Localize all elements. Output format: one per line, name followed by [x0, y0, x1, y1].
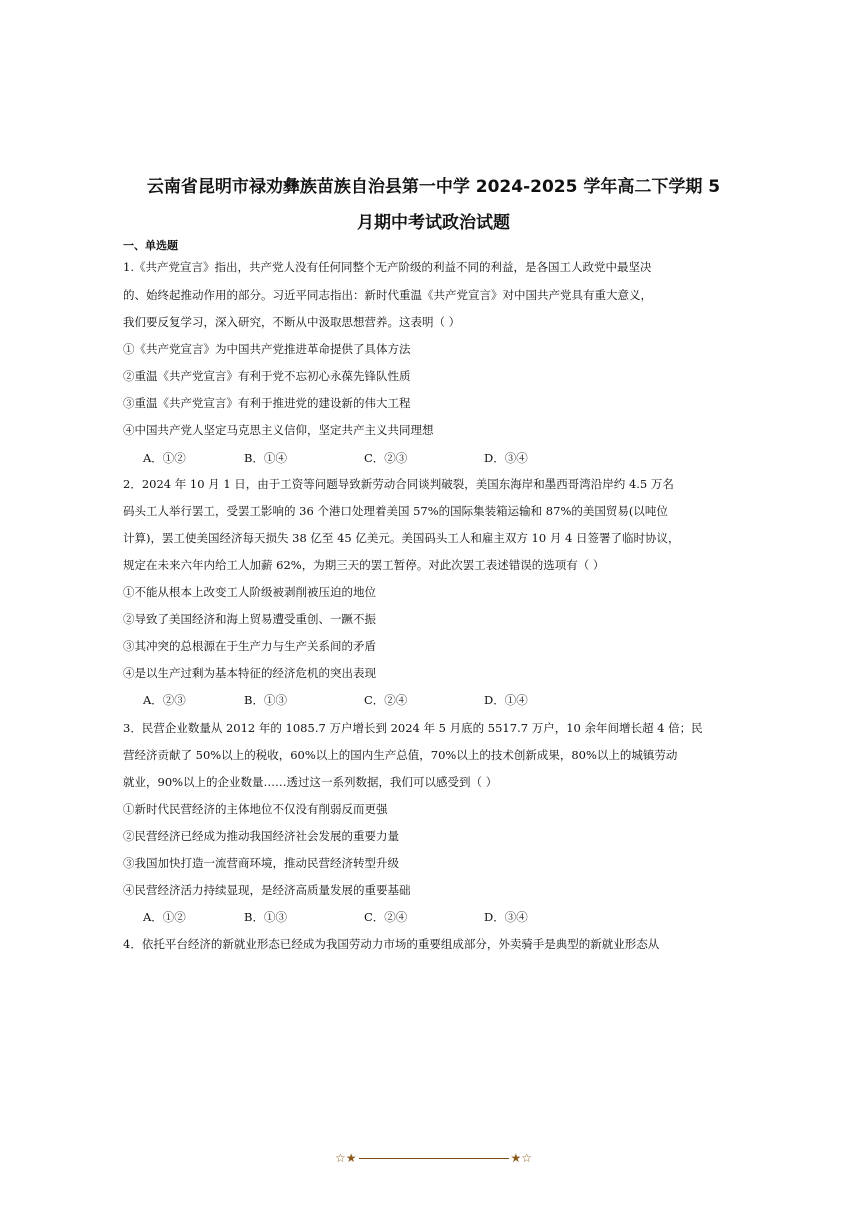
- q2-option-a: A．②③: [143, 693, 186, 707]
- q2-stem-line-3: 计算)，罢工使美国经济每天损失 38 亿至 45 亿美元。美国码头工人和雇主双方 10 月 4 日签署了临时协议，: [123, 531, 680, 545]
- page-title-line-2: 月期中考试政治试题: [357, 213, 510, 233]
- q2-option-b: B．①③: [244, 693, 287, 707]
- q3-statement-4: ④民营经济活力持续显现，是经济高质量发展的重要基础: [123, 883, 411, 897]
- footer-star-icon-left: ☆★: [334, 1151, 357, 1165]
- q2-statement-1: ①不能从根本上改变工人阶级被剥削被压迫的地位: [123, 585, 376, 599]
- q2-stem-line-2: 码头工人举行罢工，受罢工影响的 36 个港口处理着美国 57%的国际集装箱运输和 87%的美国贸易(以吨位: [123, 504, 668, 518]
- q3-option-c: C．②④: [364, 910, 408, 924]
- q2-option-c: C．②④: [364, 693, 408, 707]
- q1-option-b: B．①④: [244, 451, 287, 465]
- q3-statement-1: ①新时代民营经济的主体地位不仅没有削弱反而更强: [123, 802, 388, 816]
- q1-option-d: D．③④: [484, 451, 528, 465]
- q4-stem-line-1: 4．依托平台经济的新就业形态已经成为我国劳动力市场的重要组成部分，外卖骑手是典型的新就业形态从: [123, 937, 660, 951]
- q3-stem-line-3: 就业，90%以上的企业数量……透过这一系列数据，我们可以感受到（ ）: [123, 775, 498, 789]
- footer-star-icon-right: ★☆: [510, 1151, 533, 1165]
- q1-stem-line-2: 的、始终起推动作用的部分。习近平同志指出：新时代重温《共产党宣言》对中国共产党具有重大意义，: [123, 288, 652, 302]
- q3-stem-line-1: 3．民营企业数量从 2012 年的 1085.7 万户增长到 2024 年 5 月底的 5517.7 万户，10 余年间增长超 4 倍；民: [123, 721, 703, 735]
- q3-statement-2: ②民营经济已经成为推动我国经济社会发展的重要力量: [123, 829, 399, 843]
- q2-statement-4: ④是以生产过剩为基本特征的经济危机的突出表现: [123, 666, 376, 680]
- page-footer: [0, 1151, 867, 1165]
- q2-stem-line-4: 规定在未来六年内给工人加薪 62%，为期三天的罢工暂停。对此次罢工表述错误的选项有（ ）: [123, 558, 605, 572]
- q1-option-c: C．②③: [364, 451, 408, 465]
- q3-stem-line-2: 营经济贡献了 50%以上的税收，60%以上的国内生产总值，70%以上的技术创新成果，80%以上的城镇劳动: [123, 748, 678, 762]
- q2-stem-line-1: 2．2024 年 10 月 1 日，由于工资等问题导致新劳动合同谈判破裂，美国东海岸和墨西哥湾沿岸约 4.5 万名: [123, 477, 674, 491]
- page-title-line-1: 云南省昆明市禄劝彝族苗族自治县第一中学 2024-2025 学年高二下学期 5: [146, 177, 721, 197]
- q3-statement-3: ③我国加快打造一流营商环境，推动民营经济转型升级: [123, 856, 399, 870]
- q1-stem-line-3: 我们要反复学习，深入研究，不断从中汲取思想营养。这表明（ ）: [123, 315, 461, 329]
- q2-statement-2: ②导致了美国经济和海上贸易遭受重创、一蹶不振: [123, 612, 376, 626]
- q1-option-a: A．①②: [143, 451, 186, 465]
- section-heading: 一、单选题: [123, 239, 178, 252]
- q2-option-d: D．①④: [484, 693, 528, 707]
- q3-option-b: B．①③: [244, 910, 287, 924]
- q1-statement-2: ②重温《共产党宣言》有利于党不忘初心永葆先锋队性质: [123, 369, 411, 383]
- footer-divider: [359, 1158, 509, 1159]
- q2-statement-3: ③其冲突的总根源在于生产力与生产关系间的矛盾: [123, 639, 376, 653]
- q3-option-d: D．③④: [484, 910, 528, 924]
- q1-statement-1: ①《共产党宣言》为中国共产党推进革命提供了具体方法: [123, 342, 411, 356]
- q1-statement-4: ④中国共产党人坚定马克思主义信仰，坚定共产主义共同理想: [123, 423, 434, 437]
- q1-statement-3: ③重温《共产党宣言》有利于推进党的建设新的伟大工程: [123, 396, 411, 410]
- q1-stem-line-1: 1.《共产党宣言》指出，共产党人没有任何同整个无产阶级的利益不同的利益，是各国工人政党中最坚决: [123, 260, 652, 274]
- q3-option-a: A．①②: [143, 910, 186, 924]
